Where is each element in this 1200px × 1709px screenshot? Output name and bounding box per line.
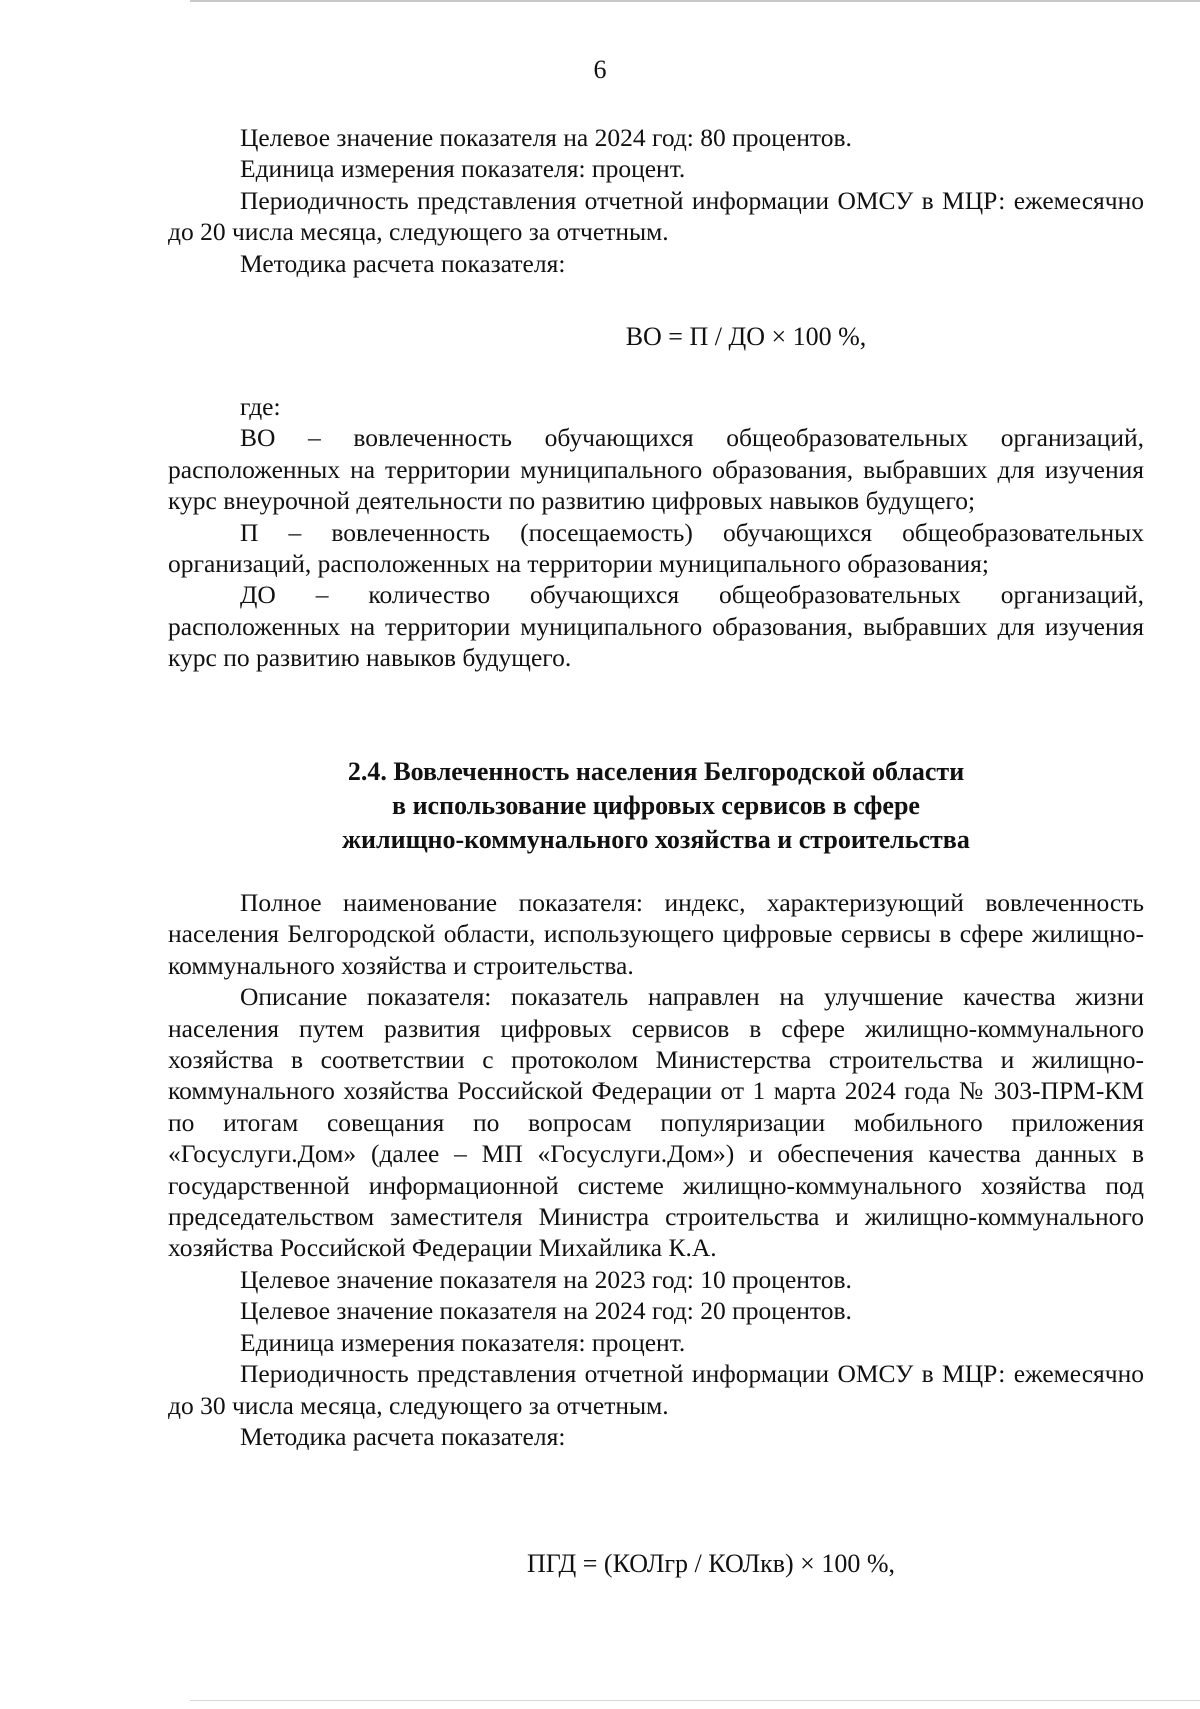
formula-pgd: ПГД = (КОЛгр / КОЛкв) × 100 %, bbox=[527, 1549, 895, 1578]
heading-line-3: жилищно-коммунального хозяйства и строительства bbox=[342, 825, 970, 854]
full-name-text: Полное наименование показателя: индекс, характеризующий вовлеченность населения Белгородской области, использующего цифровые сервисы в сфере жилищно-коммунального хозяйства и строительства. bbox=[168, 888, 1144, 980]
page-number: 6 bbox=[593, 55, 607, 84]
periodicity-text-2: Периодичность представления отчетной информации ОМСУ в МЦР: ежемесячно до 30 числа месяца, следующего за отчетным. bbox=[168, 1359, 1144, 1420]
section-heading bbox=[168, 755, 1144, 857]
scan-bottom-edge bbox=[190, 1700, 1200, 1701]
heading-line-1: 2.4. Вовлеченность населения Белгородской области bbox=[347, 757, 965, 786]
target-2024-text-2: Целевое значение показателя на 2024 год: 20 процентов. bbox=[240, 1296, 852, 1326]
method-label-2: Методика расчета показателя: bbox=[240, 1421, 566, 1451]
unit-text-2: Единица измерения показателя: процент. bbox=[240, 1327, 686, 1357]
section1-upper-block bbox=[168, 122, 1144, 279]
periodicity-text: Периодичность представления отчетной информации ОМСУ в МЦР: ежемесячно до 20 числа месяца, следующего за отчетным. bbox=[168, 185, 1144, 247]
target-2023-text: Целевое значение показателя на 2023 год: 10 процентов. bbox=[240, 1264, 852, 1294]
scan-top-edge bbox=[190, 0, 1200, 2]
definition-p: П – вовлеченность (посещаемость) обучающихся общеобразовательных организаций, расположенных на территории муниципального образования; bbox=[168, 517, 1144, 579]
definition-do: ДО – количество обучающихся общеобразовательных организаций, расположенных на территории муниципального образования, выбравших для изучения курс по развитию навыков будущего. bbox=[168, 580, 1144, 673]
definition-vo: ВО – вовлеченность обучающихся общеобразовательных организаций, расположенных на территории муниципального образования, выбравших для изучения курс внеурочной деятельности по развитию цифровых навыков будущего; bbox=[168, 423, 1144, 516]
heading-line-2: в использование цифровых сервисов в сфере bbox=[392, 791, 920, 820]
unit-text: Единица измерения показателя: процент. bbox=[240, 154, 686, 184]
method-label: Методика расчета показателя: bbox=[240, 248, 566, 278]
section1-definitions bbox=[168, 391, 1144, 674]
target-2024-text: Целевое значение показателя на 2024 год: 80 процентов. bbox=[240, 123, 852, 152]
description-text: Описание показателя: показатель направлен на улучшение качества жизни населения путем развития цифровых сервисов в сфере жилищно-коммунального хозяйства в соответствии с протоколом Министерства строительства и жилищно-коммунального хозяйства Российской Федерации от 1 марта 2024 года № 303-ПРМ-КМ по итогам совещания по вопросам популяризации мобильного приложения «Госуслуги.Дом» (далее – МП «Госуслуги.Дом») и обеспечения качества данных в государственной информационной системе жилищно-коммунального хозяйства под председательством заместителя Министра строительства и жилищно-коммунального хозяйства Российской Федерации Михайлика К.А. bbox=[168, 982, 1144, 1263]
where-label: где: bbox=[240, 392, 281, 421]
section2-body bbox=[168, 887, 1144, 1452]
formula-vo: ВО = П / ДО × 100 %, bbox=[625, 322, 867, 351]
